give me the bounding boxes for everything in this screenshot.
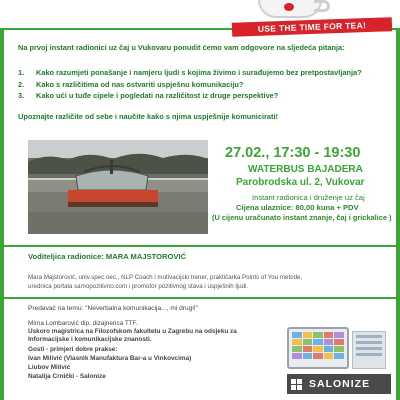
event-note: (U cijenu uračunato instant znanje, čaj i grickalice ): [212, 213, 392, 222]
guest-item: Ivan Milivić (Vlasnik Manufaktura Bar-a u Vinkovcima): [28, 355, 192, 362]
event-subtitle: Instant radionica i druženje uz čaj: [252, 193, 365, 202]
section-divider: [0, 297, 400, 299]
moderator-bio-line: urednica portala samopozitivno.com i promotor pozitivnog stava i uspješnih ljudi.: [28, 283, 249, 290]
question-list: [18, 67, 388, 102]
question-item: [18, 67, 388, 79]
tea-banner: USE THE TIME FOR TEA!: [232, 17, 392, 37]
question-text: Kako razumjeti ponašanje i namjeru ljudi s kojima živimo i surađujemo bez pretpostavljanja?: [36, 68, 362, 77]
section-divider: [0, 245, 400, 247]
left-green-border: [0, 28, 4, 400]
salonize-banner: SALONIZE: [287, 374, 391, 394]
guest-item: Liubov Milivić: [28, 364, 71, 371]
question-text: Kako ući u tuđe cipele i pogledati na različitost iz druge perspektive?: [36, 91, 279, 100]
talk-title: Predavač na temu: "Neverbalna komunikacija..., mi drugi!": [28, 305, 198, 312]
event-datetime: 27.02., 17:30 - 19:30: [225, 145, 361, 161]
event-venue: WATERBUS BAJADERA: [248, 164, 363, 175]
guests-section: [28, 345, 298, 381]
intro-text: Na prvoj instant radionici uz čaj u Vukovaru ponudit ćemo vam odgovore na sljedeća pitanja:: [18, 43, 345, 52]
moderator-bio-line: Mara Majstorović, univ.spec.oec., NLP Coach i motivacijski trener, praktičarka Points of You metode,: [28, 274, 303, 281]
speaker-info: [28, 320, 298, 345]
waterbus-photo: [28, 140, 208, 234]
question-number: 3.: [18, 91, 25, 100]
speaker-name: Mirna Lombarović dip. dizajnerica TTF.: [28, 320, 138, 327]
salonize-logo-icon: [291, 379, 302, 390]
speaker-detail: Informacijske i komunikacijske znanosti.: [28, 336, 152, 344]
tablet-illustration: [287, 327, 349, 369]
question-text: Kako s različitima od nas ostvariti uspješnu komunikaciju?: [36, 79, 244, 89]
screen-illustration: [352, 331, 386, 369]
tea-cup-graphic: [232, 0, 392, 36]
question-item: [18, 90, 388, 102]
right-green-border: [396, 28, 400, 400]
event-address: Parobrodska ul. 2, Vukovar: [236, 177, 365, 188]
event-price: Cijena ulaznice: 80,00 kuna + PDV: [236, 203, 359, 212]
speaker-detail: Uskoro magistrica na Filozofskom fakultetu u Zagrebu na odsjeku za: [28, 328, 237, 336]
guest-item: Natalija Crnički - Salonize: [28, 373, 106, 380]
question-item: [18, 79, 388, 91]
cup-dot-icon: [284, 3, 294, 11]
question-number: 2.: [18, 79, 25, 89]
guests-heading: Gosti - primjeri dobre prakse:: [28, 346, 118, 353]
moderator-heading: Voditeljica radionice: MARA MAJSTOROVIĆ: [28, 252, 187, 261]
waterbus-image: [28, 140, 208, 234]
cup-handle-icon: [314, 0, 330, 12]
moderator-bio: [28, 273, 378, 291]
closing-text: Upoznajte različite od sebe i naučite kako s njima uspješnije komunicirati!: [18, 112, 278, 121]
question-number: 1.: [18, 68, 25, 77]
